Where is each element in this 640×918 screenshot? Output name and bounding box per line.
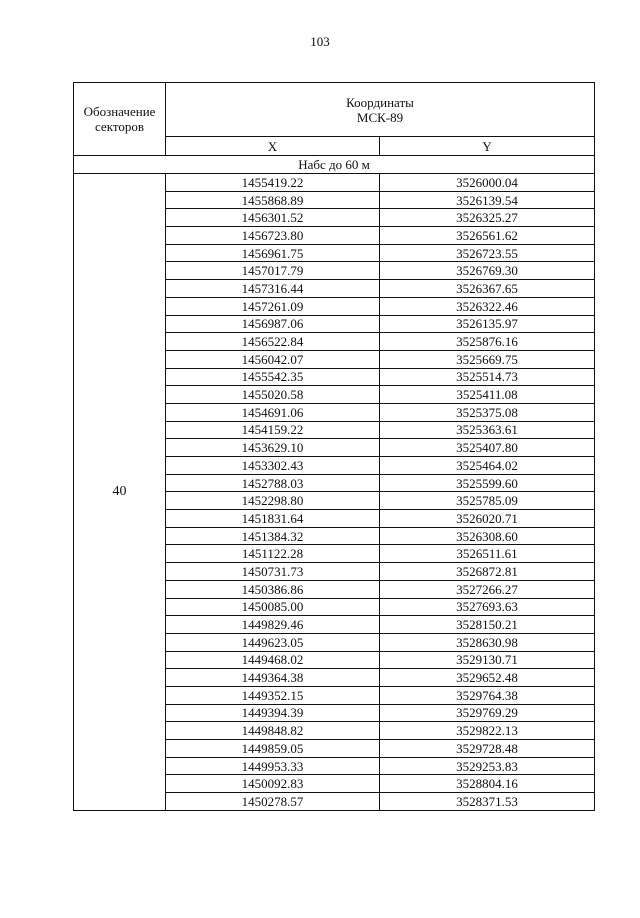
x-cell: 1456987.06 [166, 315, 380, 333]
y-cell: 3529253.83 [380, 757, 595, 775]
x-cell: 1450731.73 [166, 563, 380, 581]
sector-header-line2: секторов [95, 119, 144, 134]
page-number: 103 [310, 34, 330, 49]
x-cell: 1449394.39 [166, 704, 380, 722]
x-cell: 1450092.83 [166, 775, 380, 793]
x-cell: 1455542.35 [166, 368, 380, 386]
x-cell: 1456723.80 [166, 227, 380, 245]
x-cell: 1449364.38 [166, 669, 380, 687]
x-cell: 1455020.58 [166, 386, 380, 404]
x-cell: 1452298.80 [166, 492, 380, 510]
y-cell: 3525669.75 [380, 350, 595, 368]
y-cell: 3526723.55 [380, 244, 595, 262]
sector-header [74, 83, 166, 156]
y-cell: 3528371.53 [380, 793, 595, 811]
x-cell: 1452788.03 [166, 474, 380, 492]
y-cell: 3529769.29 [380, 704, 595, 722]
y-cell: 3525464.02 [380, 457, 595, 475]
x-cell: 1456301.52 [166, 209, 380, 227]
x-cell: 1450278.57 [166, 793, 380, 811]
coordinates-header-line1: Координаты [346, 94, 414, 110]
y-cell: 3525375.08 [380, 403, 595, 421]
y-cell: 3529130.71 [380, 651, 595, 669]
x-cell: 1457261.09 [166, 297, 380, 315]
x-cell: 1455868.89 [166, 191, 380, 209]
x-cell: 1457017.79 [166, 262, 380, 280]
y-cell: 3529822.13 [380, 722, 595, 740]
y-cell: 3526308.60 [380, 527, 595, 545]
x-cell: 1449352.15 [166, 686, 380, 704]
y-cell: 3526139.54 [380, 191, 595, 209]
x-cell: 1453629.10 [166, 439, 380, 457]
y-cell: 3528804.16 [380, 775, 595, 793]
x-cell: 1456522.84 [166, 333, 380, 351]
x-cell: 1450386.86 [166, 580, 380, 598]
y-cell: 3527266.27 [380, 580, 595, 598]
y-cell: 3525599.60 [380, 474, 595, 492]
x-cell: 1457316.44 [166, 280, 380, 298]
y-cell: 3526020.71 [380, 510, 595, 528]
y-cell: 3525407.80 [380, 439, 595, 457]
x-cell: 1450085.00 [166, 598, 380, 616]
header-row [74, 83, 595, 137]
y-cell: 3526769.30 [380, 262, 595, 280]
coordinates-header [166, 83, 595, 137]
y-cell: 3529728.48 [380, 740, 595, 758]
x-cell: 1449859.05 [166, 740, 380, 758]
x-cell: 1454159.22 [166, 421, 380, 439]
x-cell: 1449623.05 [166, 633, 380, 651]
y-cell: 3525363.61 [380, 421, 595, 439]
y-cell: 3529764.38 [380, 686, 595, 704]
y-cell: 3526511.61 [380, 545, 595, 563]
coordinates-table [73, 82, 595, 811]
x-cell: 1451384.32 [166, 527, 380, 545]
y-cell: 3526000.04 [380, 174, 595, 192]
x-header: X [166, 137, 380, 156]
x-cell: 1449848.82 [166, 722, 380, 740]
table-row [74, 174, 595, 192]
y-header: Y [380, 137, 595, 156]
y-cell: 3526322.46 [380, 297, 595, 315]
x-cell: 1451831.64 [166, 510, 380, 528]
x-cell: 1449829.46 [166, 616, 380, 634]
y-cell: 3525514.73 [380, 368, 595, 386]
x-cell: 1453302.43 [166, 457, 380, 475]
y-cell: 3526367.65 [380, 280, 595, 298]
x-cell: 1456042.07 [166, 350, 380, 368]
y-cell: 3527693.63 [380, 598, 595, 616]
y-cell: 3526135.97 [380, 315, 595, 333]
y-cell: 3525876.16 [380, 333, 595, 351]
y-cell: 3526325.27 [380, 209, 595, 227]
sector-header-line1: Обозначение [83, 104, 156, 119]
x-cell: 1456961.75 [166, 244, 380, 262]
y-cell: 3529652.48 [380, 669, 595, 687]
group-label: Набс до 60 м [74, 156, 595, 174]
y-cell: 3526872.81 [380, 563, 595, 581]
coordinates-header-line2: МСК-89 [356, 109, 404, 125]
sector-cell: 40 [74, 174, 166, 811]
y-cell: 3525411.08 [380, 386, 595, 404]
group-row [74, 156, 595, 174]
y-cell: 3525785.09 [380, 492, 595, 510]
x-cell: 1449953.33 [166, 757, 380, 775]
x-cell: 1451122.28 [166, 545, 380, 563]
x-cell: 1449468.02 [166, 651, 380, 669]
x-cell: 1455419.22 [166, 174, 380, 192]
y-cell: 3528630.98 [380, 633, 595, 651]
x-cell: 1454691.06 [166, 403, 380, 421]
y-cell: 3526561.62 [380, 227, 595, 245]
y-cell: 3528150.21 [380, 616, 595, 634]
